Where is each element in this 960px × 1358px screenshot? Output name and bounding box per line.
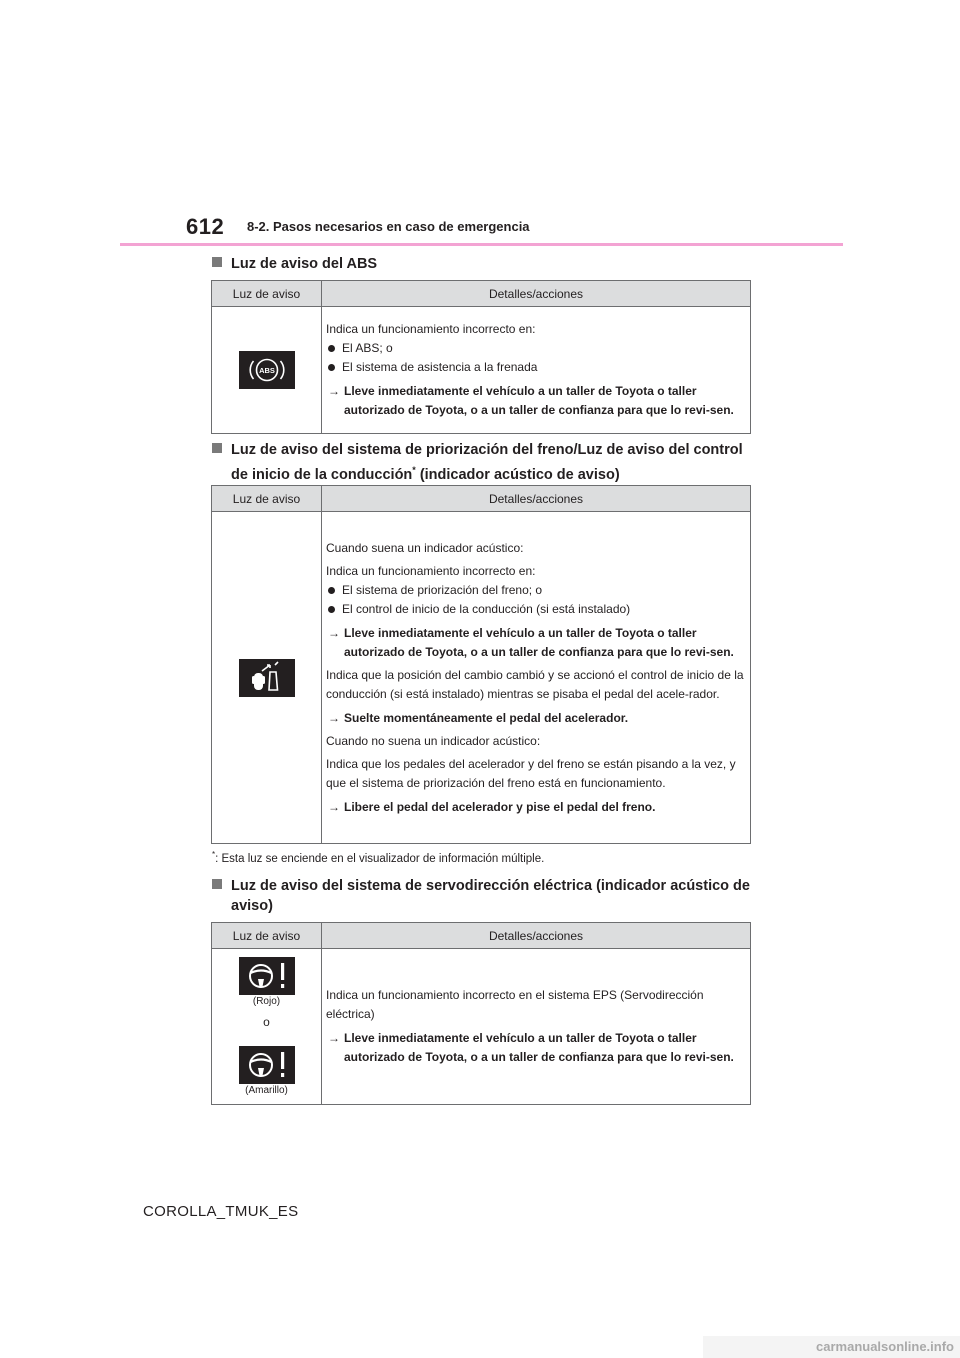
table-brake-override	[211, 485, 751, 844]
brake-override-pedal-icon	[239, 659, 295, 697]
col-details-header: Detalles/acciones	[322, 281, 751, 307]
section-heading-abs: Luz de aviso del ABS	[212, 254, 772, 274]
table-row: ABS Indica un funcionamiento incorrecto en: El ABS; o El sistema de asistencia a la frenada → Lleve inmediatamente el vehículo a un taller de Toyota o taller autorizado de Toyota, o a un taller de confianza para que lo revi-sen.	[212, 307, 751, 434]
arrow-icon: →	[328, 384, 340, 398]
table-abs	[211, 280, 751, 434]
table-eps	[211, 922, 751, 1105]
document-code: COROLLA_TMUK_ES	[143, 1203, 299, 1220]
arrow-icon: →	[328, 710, 340, 725]
abs-warning-icon	[239, 351, 295, 389]
table-row: (Rojo) o (Amarillo) Indica un funcionamiento incorrecto en el sistema EPS (Servodirección eléctrica) → Lleve inmediatamente el vehículo a un taller de Toyota o taller autorizado de Toyota, o a un taller de confianza para que lo revi-sen.	[212, 949, 751, 1105]
table-row: Cuando suena un indicador acústico: Indica un funcionamiento incorrecto en: El sistema de priorización del freno; o El control de inicio de la conducción (si está instalado) → Lleve inmediatamente el vehículo a un taller de Toyota o taller autorizado de Toyota, o a un taller de confianza para que lo revi-sen. Indica que la posición del cambio cambió y se accionó el control de inicio de la conducción (si está instalado) mientras se pisaba el pedal del acele-rador. → Suelte momentáneamente el pedal del acelerador. Cuando no suena un indicador acústico: Indica que los pedales del acelerador y del freno se están pisando a la vez, y que el sistema de priorización del freno está en funcionamiento. → Libere el pedal del acelerador y pise el pedal del freno.	[212, 512, 751, 844]
watermark: carmanualsonline.info	[703, 1336, 960, 1358]
table-header-row	[212, 281, 751, 307]
table-header-row	[212, 486, 751, 512]
header-rule	[120, 243, 843, 246]
arrow-icon: →	[328, 799, 340, 814]
square-bullet-icon	[212, 443, 222, 453]
eps-steering-warning-icon-yellow	[239, 1046, 295, 1084]
caption-yellow: (Amarillo)	[245, 1085, 288, 1096]
arrow-icon: →	[328, 1031, 340, 1045]
footnote: *: Esta luz se enciende en el visualizador de información múltiple.	[212, 850, 545, 865]
col-details-header: Detalles/acciones	[322, 486, 751, 512]
section-heading-eps: Luz de aviso del sistema de servodirección eléctrica (indicador acústico de aviso)	[212, 876, 772, 916]
or-text: o	[263, 1015, 270, 1029]
col-details-header: Detalles/acciones	[322, 923, 751, 949]
square-bullet-icon	[212, 879, 222, 889]
svg-text:ABS: ABS	[258, 366, 275, 375]
col-light-header: Luz de aviso	[212, 281, 322, 307]
section-heading-brake-override: Luz de aviso del sistema de priorización del freno/Luz de aviso del control de inicio de la conducción* (indicador acústico de aviso)	[212, 440, 772, 485]
chapter-title: 8-2. Pasos necesarios en caso de emergencia	[247, 219, 530, 234]
arrow-icon: →	[328, 625, 340, 640]
page-number: 612	[186, 214, 225, 239]
col-light-header: Luz de aviso	[212, 923, 322, 949]
table-header-row	[212, 923, 751, 949]
caption-red: (Rojo)	[252, 996, 281, 1007]
eps-steering-warning-icon-red	[239, 957, 295, 995]
square-bullet-icon	[212, 257, 222, 267]
col-light-header: Luz de aviso	[212, 486, 322, 512]
